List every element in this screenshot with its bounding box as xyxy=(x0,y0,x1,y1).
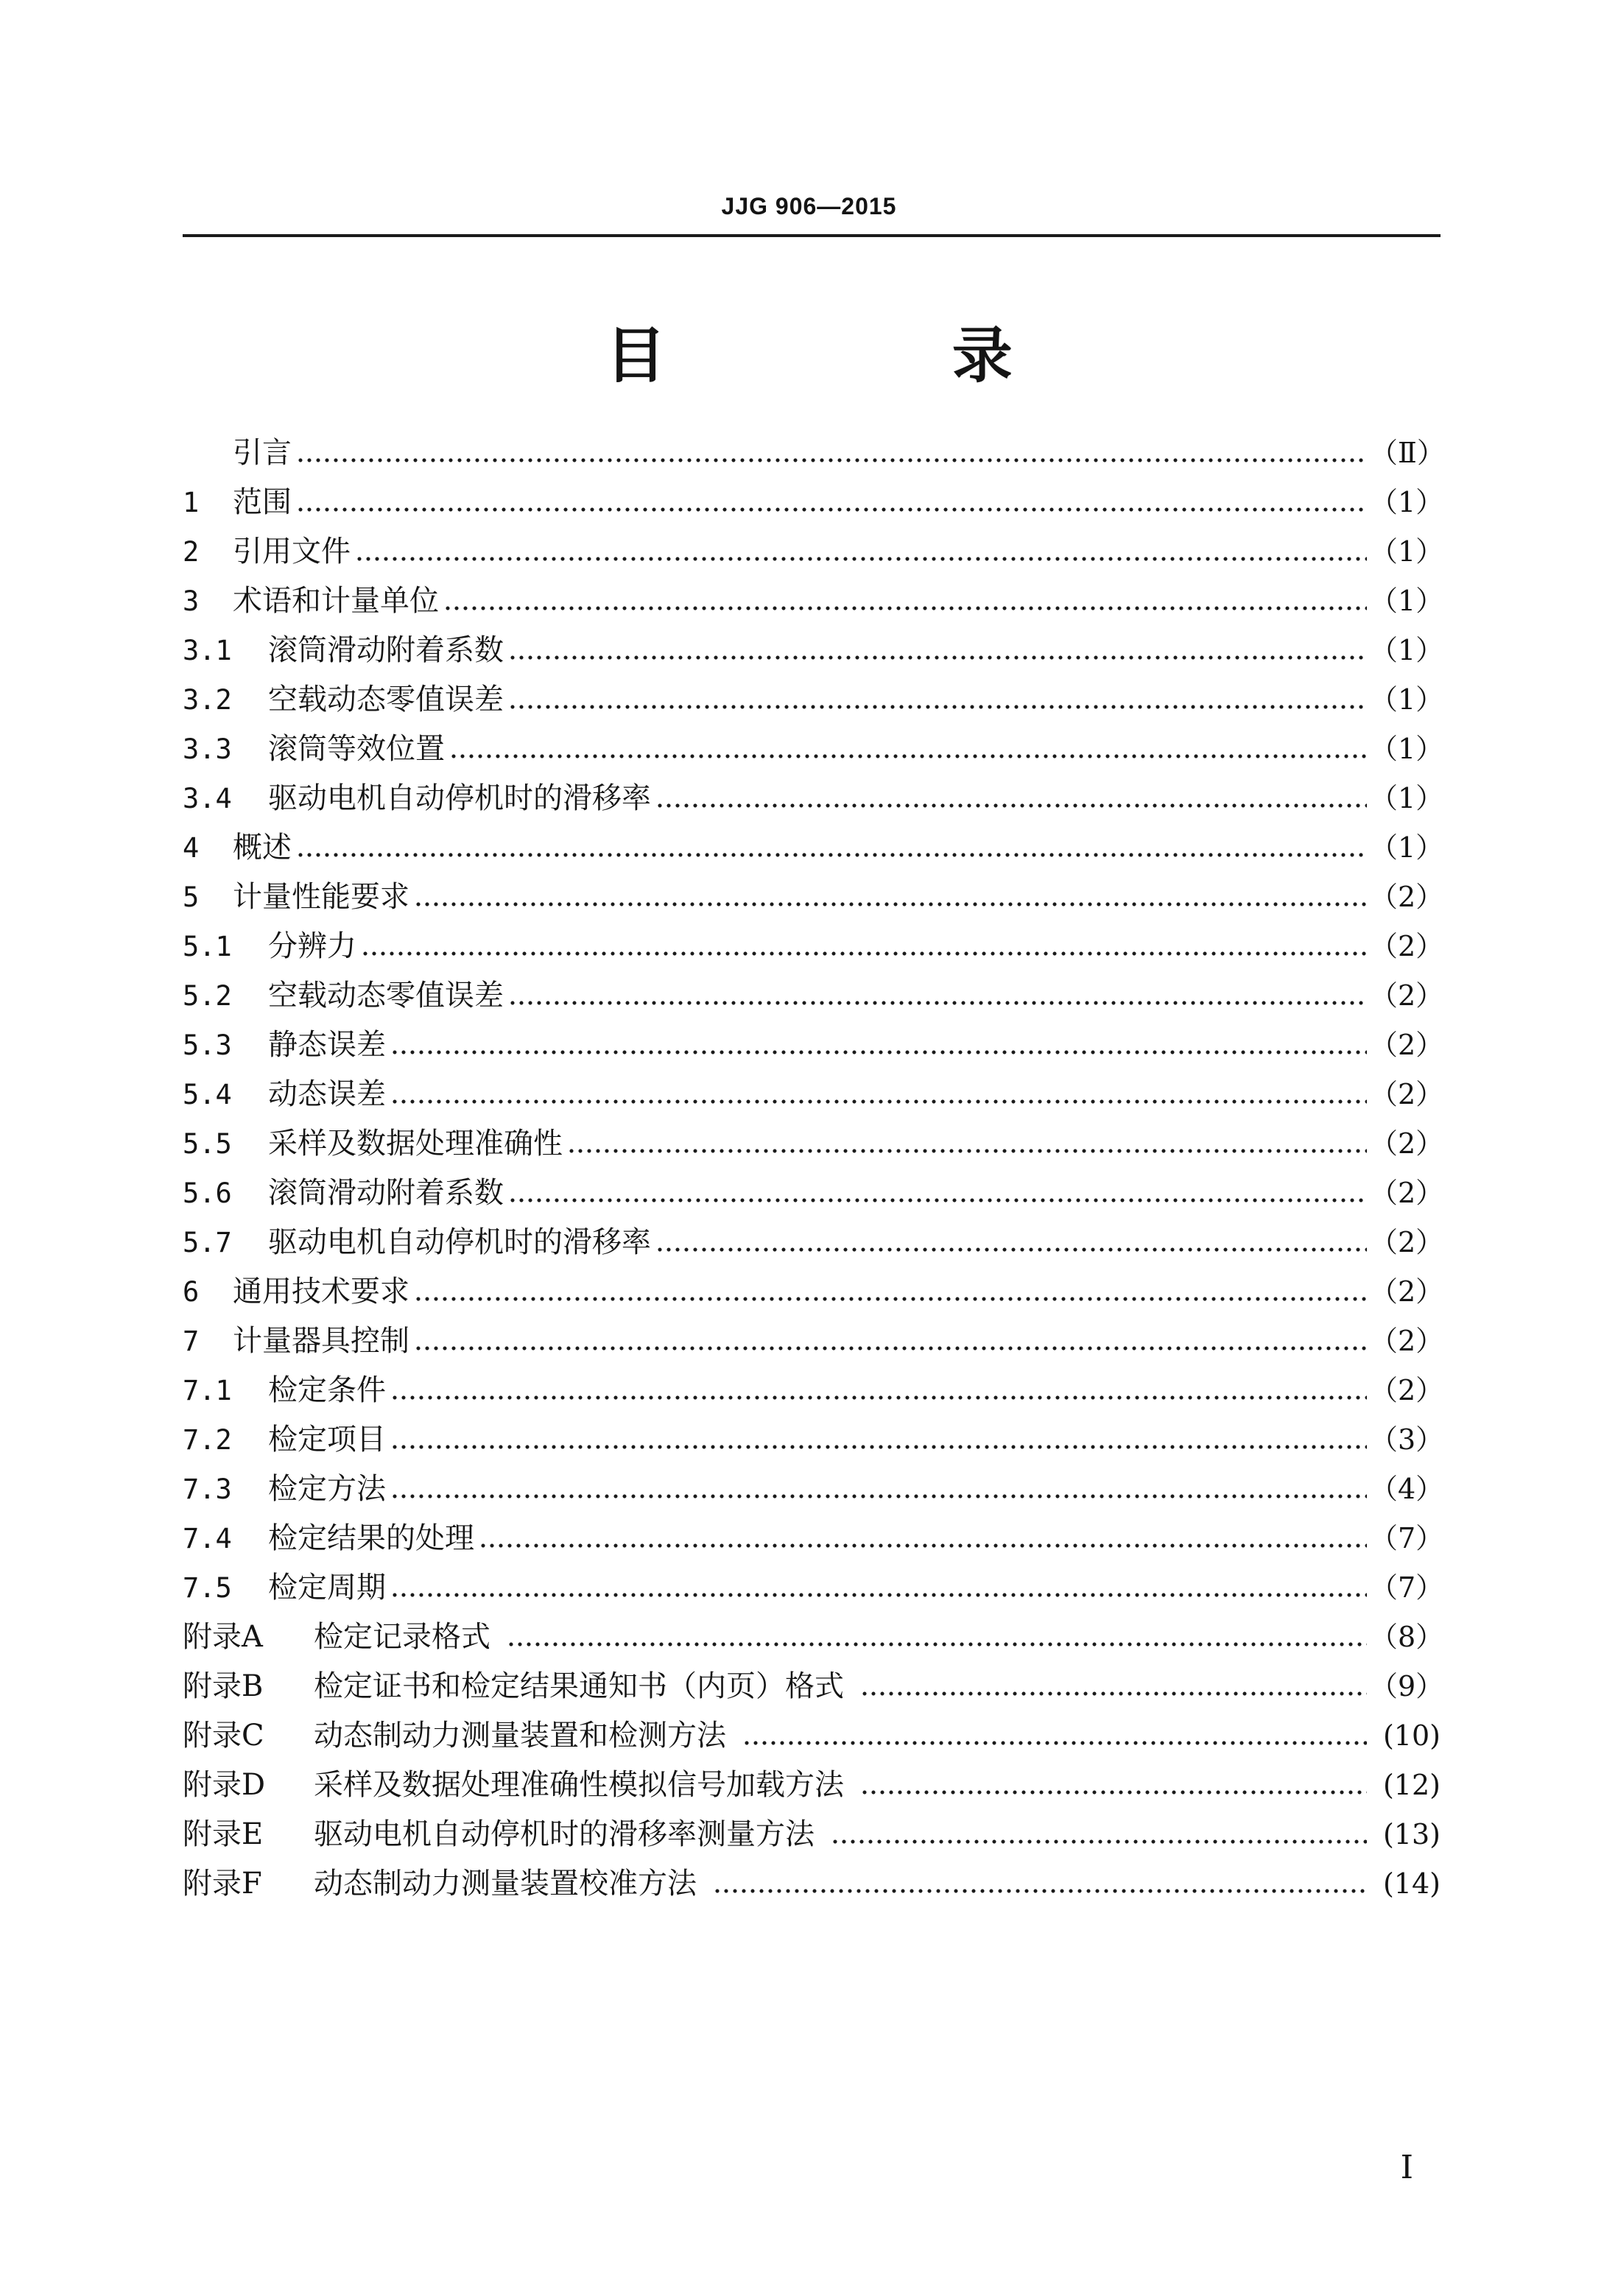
toc-dot-leader xyxy=(390,1577,1367,1599)
toc-entry-number: 3.4 xyxy=(183,783,232,814)
toc-entry-number: 7.3 xyxy=(183,1473,232,1505)
toc-dot-leader xyxy=(449,739,1367,761)
toc-entry-title: 动态误差 xyxy=(268,1077,386,1111)
toc-entry-page: （1） xyxy=(1370,585,1444,617)
toc-entry[interactable] xyxy=(183,1810,1441,1859)
toc-entry-number: 附录C xyxy=(183,1719,264,1753)
toc-entry-page: （2） xyxy=(1370,1374,1444,1406)
toc-entry[interactable] xyxy=(183,1563,1444,1613)
toc-entry-title: 静态误差 xyxy=(268,1028,386,1062)
toc-entry-title: 检定结果的处理 xyxy=(268,1521,474,1555)
toc-entry[interactable] xyxy=(183,1119,1444,1169)
toc-entry-title: 引用文件 xyxy=(233,535,351,568)
toc-entry-number: 附录A xyxy=(183,1620,263,1654)
toc-dot-leader xyxy=(508,985,1367,1007)
toc-entry-number: 5.3 xyxy=(183,1029,232,1061)
toc-entry-page: （2） xyxy=(1370,881,1444,913)
toc-entry-number: 2 xyxy=(183,536,200,568)
toc-entry-page: （2） xyxy=(1370,1177,1444,1209)
toc-entry-page: （4） xyxy=(1370,1473,1444,1505)
standard-code-header: JJG 906—2015 xyxy=(721,193,897,219)
toc-entry-number: 附录E xyxy=(183,1817,264,1851)
toc-entry[interactable] xyxy=(183,1070,1444,1119)
toc-dot-leader xyxy=(742,1725,1367,1747)
toc-entry[interactable] xyxy=(183,1169,1444,1218)
toc-entry-page: (12) xyxy=(1382,1769,1441,1801)
toc-entry-page: (14) xyxy=(1382,1867,1441,1900)
toc-dot-leader xyxy=(296,492,1367,514)
toc-dot-leader xyxy=(390,1479,1367,1501)
toc-entry-title: 空载动态零值误差 xyxy=(268,683,504,716)
toc-entry-page: （1） xyxy=(1370,535,1444,568)
toc-entry[interactable] xyxy=(183,1761,1441,1810)
toc-dot-leader xyxy=(479,1528,1367,1550)
toc-entry-title: 驱动电机自动停机时的滑移率 xyxy=(268,1225,651,1259)
toc-entry[interactable] xyxy=(183,527,1444,577)
toc-entry[interactable] xyxy=(183,1021,1444,1070)
toc-entry-number: 5.6 xyxy=(183,1177,232,1209)
toc-entry-number: 7.2 xyxy=(183,1424,232,1456)
toc-entry-title: 采样及数据处理准确性 xyxy=(268,1127,563,1161)
toc-dot-leader xyxy=(390,1429,1367,1451)
toc-entry-page: （2） xyxy=(1370,1029,1444,1061)
toc-entry-page: （3） xyxy=(1370,1423,1444,1456)
toc-dot-leader xyxy=(860,1676,1367,1698)
toc-dot-leader xyxy=(655,1232,1367,1254)
toc-dot-leader xyxy=(831,1824,1367,1846)
toc-entry-number: 5.4 xyxy=(183,1079,232,1110)
toc-entry-page: （9） xyxy=(1370,1670,1444,1702)
toc-entry-title: 检定记录格式 xyxy=(314,1620,490,1654)
toc-dot-leader xyxy=(443,591,1367,613)
toc-entry[interactable] xyxy=(183,1317,1444,1366)
toc-dot-leader xyxy=(390,1380,1367,1402)
page-number: I xyxy=(1400,2149,1413,2186)
toc-entry-page: （2） xyxy=(1370,1127,1444,1160)
toc-entry[interactable] xyxy=(183,922,1444,971)
toc-entry-page: （2） xyxy=(1370,1078,1444,1110)
toc-dot-leader xyxy=(414,1331,1367,1353)
toc-entry-number: 5.5 xyxy=(183,1128,232,1160)
toc-entry-page: （1） xyxy=(1370,634,1444,666)
toc-entry[interactable] xyxy=(183,1859,1441,1909)
toc-entry-page: （1） xyxy=(1370,782,1444,814)
toc-entry-number: 5.2 xyxy=(183,980,232,1012)
toc-entry[interactable] xyxy=(183,873,1444,922)
toc-entry-number: 3.1 xyxy=(183,635,232,666)
toc-entry[interactable] xyxy=(183,478,1444,527)
toc-entry-number: 5.1 xyxy=(183,931,232,962)
toc-dot-leader xyxy=(508,689,1367,711)
toc-entry-title: 引言 xyxy=(233,436,292,470)
toc-entry-page: （2） xyxy=(1370,1325,1444,1357)
toc-entry-page: （1） xyxy=(1370,486,1444,518)
toc-entry-number: 4 xyxy=(183,832,200,864)
table-of-contents xyxy=(183,429,1445,1909)
toc-dot-leader xyxy=(860,1775,1367,1797)
toc-entry-title: 驱动电机自动停机时的滑移率测量方法 xyxy=(314,1817,815,1851)
toc-entry[interactable] xyxy=(183,1366,1444,1415)
toc-entry-page: （Ⅱ） xyxy=(1370,437,1445,469)
toc-entry-number: 3 xyxy=(183,585,200,617)
toc-dot-leader xyxy=(361,936,1367,958)
header-divider xyxy=(183,234,1441,237)
toc-dot-leader xyxy=(390,1084,1367,1106)
toc-entry-page: （7） xyxy=(1370,1522,1444,1554)
toc-entry[interactable] xyxy=(183,429,1445,478)
toc-entry[interactable] xyxy=(183,1465,1444,1514)
toc-entry-page: (13) xyxy=(1382,1818,1441,1850)
toc-dot-leader xyxy=(355,541,1367,563)
toc-entry[interactable] xyxy=(183,1415,1444,1465)
toc-entry-number: 3.3 xyxy=(183,733,232,765)
toc-entry-number: 1 xyxy=(183,487,200,518)
toc-entry[interactable] xyxy=(183,626,1444,675)
toc-dot-leader xyxy=(508,1183,1367,1205)
toc-entry-page: （2） xyxy=(1370,930,1444,962)
toc-entry-page: （1） xyxy=(1370,831,1444,864)
toc-entry-title: 检定条件 xyxy=(268,1373,386,1407)
toc-entry-number: 7.4 xyxy=(183,1523,232,1554)
toc-entry-number: 附录F xyxy=(183,1867,262,1901)
toc-entry[interactable] xyxy=(183,971,1444,1021)
toc-dot-leader xyxy=(713,1873,1367,1895)
toc-entry-number: 6 xyxy=(183,1276,200,1308)
toc-entry-page: （2） xyxy=(1370,1275,1444,1308)
toc-entry[interactable] xyxy=(183,774,1444,823)
toc-entry[interactable] xyxy=(183,1267,1444,1317)
toc-entry-page: （1） xyxy=(1370,733,1444,765)
toc-entry-number: 附录B xyxy=(183,1669,264,1703)
toc-entry[interactable] xyxy=(183,725,1444,774)
toc-dot-leader xyxy=(655,788,1367,810)
toc-entry-title: 术语和计量单位 xyxy=(233,584,439,618)
toc-entry-page: （7） xyxy=(1370,1571,1444,1604)
toc-entry-title: 空载动态零值误差 xyxy=(268,979,504,1013)
toc-entry-title: 分辨力 xyxy=(268,929,356,963)
toc-entry-title: 动态制动力测量装置和检测方法 xyxy=(314,1719,726,1753)
toc-entry-page: （8） xyxy=(1370,1621,1444,1653)
toc-entry-number: 5 xyxy=(183,881,200,913)
toc-entry[interactable] xyxy=(183,1218,1444,1267)
toc-entry[interactable] xyxy=(183,577,1444,626)
toc-entry-title: 检定项目 xyxy=(268,1423,386,1457)
toc-entry-title: 计量器具控制 xyxy=(233,1324,409,1358)
toc-entry-number: 附录D xyxy=(183,1768,266,1802)
toc-entry-title: 检定方法 xyxy=(268,1472,386,1506)
toc-entry-title: 概述 xyxy=(233,831,292,864)
toc-entry-title: 滚筒等效位置 xyxy=(268,732,445,766)
toc-entry-title: 检定周期 xyxy=(268,1571,386,1605)
toc-dot-leader xyxy=(508,640,1367,662)
toc-entry-number: 5.7 xyxy=(183,1227,232,1258)
toc-entry[interactable] xyxy=(183,1514,1444,1563)
toc-entry-title: 驱动电机自动停机时的滑移率 xyxy=(268,781,651,815)
toc-entry-page: （1） xyxy=(1370,683,1444,716)
toc-entry-title: 范围 xyxy=(233,485,292,519)
toc-entry-title: 通用技术要求 xyxy=(233,1275,409,1309)
toc-dot-leader xyxy=(414,1281,1367,1303)
toc-entry-title: 滚筒滑动附着系数 xyxy=(268,1176,504,1210)
toc-entry[interactable] xyxy=(183,1662,1444,1711)
toc-dot-leader xyxy=(414,887,1367,909)
toc-dot-leader xyxy=(567,1133,1367,1155)
toc-entry-title: 采样及数据处理准确性模拟信号加载方法 xyxy=(314,1768,844,1802)
toc-entry-title: 动态制动力测量装置校准方法 xyxy=(314,1867,697,1901)
toc-entry[interactable] xyxy=(183,1711,1441,1761)
toc-entry-page: （2） xyxy=(1370,1226,1444,1258)
toc-entry-page: （2） xyxy=(1370,979,1444,1012)
toc-entry-title: 滚筒滑动附着系数 xyxy=(268,633,504,667)
toc-entry-number: 3.2 xyxy=(183,684,232,716)
toc-dot-leader xyxy=(390,1035,1367,1057)
toc-entry-page: (10) xyxy=(1382,1719,1441,1752)
toc-entry-number: 7.5 xyxy=(183,1572,232,1604)
toc-entry[interactable] xyxy=(183,1613,1444,1662)
toc-entry-title: 计量性能要求 xyxy=(233,880,409,914)
toc-dot-leader xyxy=(296,443,1367,465)
toc-entry[interactable] xyxy=(183,675,1444,725)
page-title: 目 录 xyxy=(605,321,1145,391)
toc-entry-title: 检定证书和检定结果通知书（内页）格式 xyxy=(314,1669,844,1703)
toc-entry-number: 7.1 xyxy=(183,1375,232,1406)
toc-dot-leader xyxy=(296,837,1367,859)
toc-dot-leader xyxy=(507,1627,1367,1649)
toc-entry[interactable] xyxy=(183,823,1444,873)
toc-entry-number: 7 xyxy=(183,1325,200,1357)
